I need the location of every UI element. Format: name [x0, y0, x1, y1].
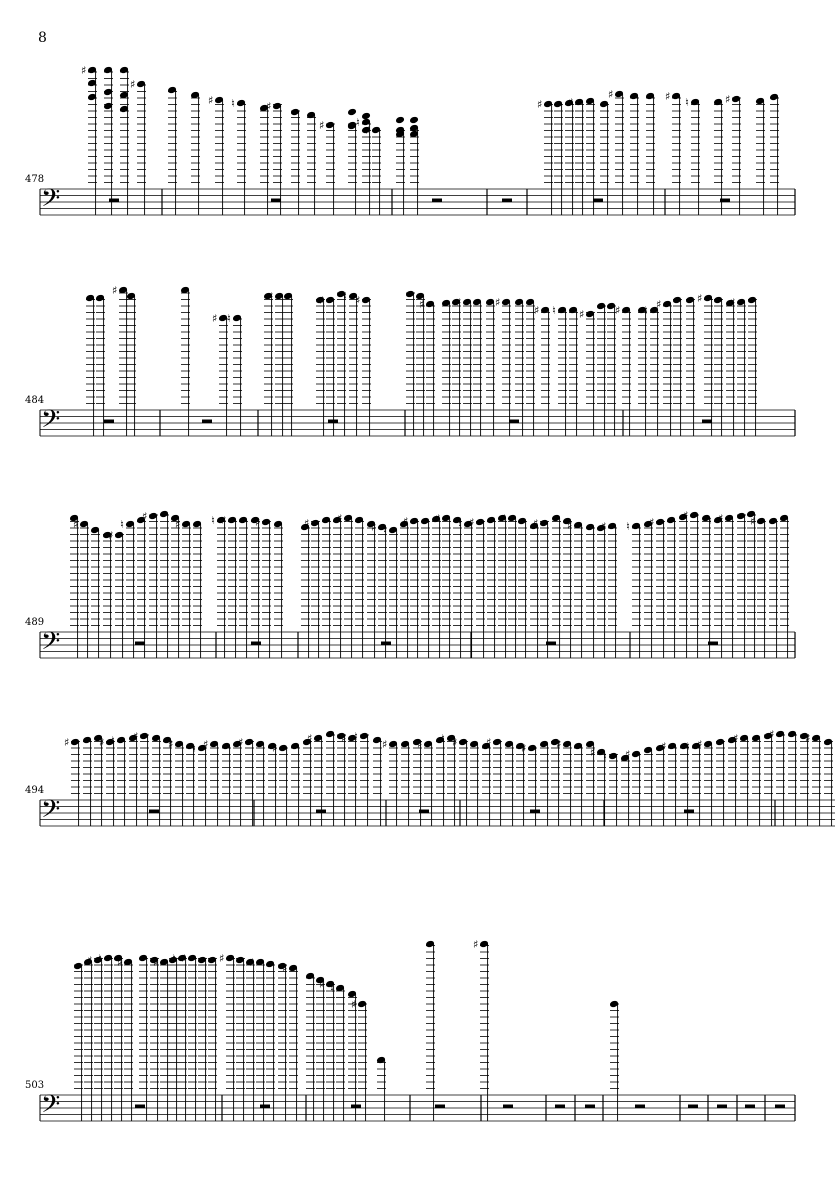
half-rest [530, 810, 540, 814]
half-rest [251, 642, 261, 646]
sharp-icon: ♯ [112, 284, 118, 297]
sharp-icon: ♯ [304, 517, 310, 530]
natural-icon: ♮ [354, 730, 358, 743]
sharp-icon: ♯ [615, 304, 621, 317]
sharp-icon: ♯ [625, 748, 631, 761]
half-rest [593, 199, 603, 203]
sharp-icon: ♯ [238, 736, 244, 749]
sharp-icon: ♯ [656, 298, 662, 311]
sharp-icon: ♯ [355, 294, 361, 307]
natural-icon: ♮ [708, 514, 712, 527]
half-rest [509, 420, 519, 424]
sharp-icon: ♯ [73, 518, 79, 531]
sharp-icon: ♯ [590, 746, 596, 759]
sharp-icon: ♯ [649, 516, 655, 529]
sharp-icon: ♯ [534, 304, 540, 317]
sharp-icon: ♯ [307, 732, 313, 745]
measure-number: 484 [25, 395, 45, 406]
page-number: 8 [38, 30, 47, 46]
natural-icon: ♮ [192, 742, 196, 755]
half-rest [717, 1105, 727, 1109]
sharp-icon: ♯ [473, 938, 479, 951]
half-rest [104, 420, 114, 424]
sharp-icon: ♯ [725, 93, 731, 106]
sharp-icon: ♯ [282, 962, 288, 975]
half-rest [502, 199, 512, 203]
sharp-icon: ♯ [730, 296, 736, 309]
sharp-icon: ♯ [99, 736, 105, 749]
natural-icon: ♮ [626, 520, 630, 533]
sharp-icon: ♯ [168, 738, 174, 751]
sharp-icon: ♯ [501, 512, 507, 525]
sharp-icon: ♯ [567, 519, 573, 532]
sharp-icon: ♯ [203, 738, 209, 751]
sharp-icon: ♯ [805, 732, 811, 745]
natural-icon: ♮ [441, 732, 445, 745]
natural-icon: ♮ [111, 734, 115, 747]
bass-clef: 𝄢 [41, 405, 61, 440]
sharp-icon: ♯ [579, 308, 585, 321]
sharp-icon: ♯ [266, 100, 272, 113]
half-rest [555, 1105, 565, 1109]
half-rest [135, 1105, 145, 1109]
bass-clef: 𝄢 [41, 795, 61, 830]
natural-icon: ♮ [603, 750, 607, 763]
measure-number: 503 [25, 1080, 45, 1091]
half-rest [328, 420, 338, 424]
half-rest [775, 1105, 785, 1109]
sharp-icon: ♯ [81, 64, 87, 77]
sharp-icon: ♯ [750, 515, 756, 528]
sharp-icon: ♯ [537, 98, 543, 111]
sharp-icon: ♯ [181, 952, 187, 965]
half-rest [745, 1105, 755, 1109]
sharp-icon: ♯ [133, 730, 139, 743]
bass-clef: 𝄢 [41, 627, 61, 662]
half-rest [202, 420, 212, 424]
sharp-icon: ♯ [697, 292, 703, 305]
sharp-icon: ♯ [556, 738, 562, 751]
sharp-icon: ♯ [371, 521, 377, 534]
sharp-icon: ♯ [64, 736, 70, 749]
half-rest [702, 420, 712, 424]
chord-note-head [409, 116, 419, 125]
half-rest [684, 810, 694, 814]
sharp-icon: ♯ [456, 296, 462, 309]
measure-number: 478 [25, 174, 45, 185]
half-rest [135, 642, 145, 646]
sharp-icon: ♯ [319, 294, 325, 307]
natural-icon: ♮ [685, 96, 689, 109]
half-rest [271, 199, 281, 203]
half-rest [109, 199, 119, 203]
chord-note-head [395, 116, 405, 125]
half-rest [316, 810, 326, 814]
sharp-icon: ♯ [733, 732, 739, 745]
sharp-icon: ♯ [533, 517, 539, 530]
sharp-icon: ♯ [268, 290, 274, 303]
sharp-icon: ♯ [130, 78, 136, 91]
half-rest [260, 1105, 270, 1109]
sharp-icon: ♯ [697, 738, 703, 751]
bass-clef: 𝄢 [41, 184, 61, 219]
sharp-icon: ♯ [683, 509, 689, 522]
sharp-icon: ♯ [319, 119, 325, 132]
half-rest [585, 1105, 595, 1109]
sharp-icon: ♯ [341, 732, 347, 745]
natural-icon: ♮ [172, 952, 176, 965]
sharp-icon: ♯ [117, 956, 123, 969]
natural-icon: ♮ [98, 952, 102, 965]
sharp-icon: ♯ [608, 88, 614, 101]
sharp-icon: ♯ [153, 956, 159, 969]
natural-icon: ♮ [330, 982, 334, 995]
sharp-icon: ♯ [486, 736, 492, 749]
natural-icon: ♮ [644, 304, 648, 317]
natural-icon: ♮ [552, 304, 556, 317]
sharp-icon: ♯ [382, 738, 388, 751]
natural-icon: ♮ [383, 524, 387, 537]
sharp-icon: ♯ [175, 518, 181, 531]
half-rest [435, 1105, 445, 1109]
sharp-icon: ♯ [108, 529, 114, 542]
sharp-icon: ♯ [249, 956, 255, 969]
sharp-icon: ♯ [568, 96, 574, 109]
sharp-icon: ♯ [495, 296, 501, 309]
sharp-icon: ♯ [255, 516, 261, 529]
measure-number: 489 [25, 617, 45, 628]
sharp-icon: ♯ [403, 515, 409, 528]
natural-icon: ♮ [120, 518, 124, 531]
sharp-icon: ♯ [469, 516, 475, 529]
natural-icon: ♮ [458, 518, 462, 531]
sharp-icon: ♯ [718, 512, 724, 525]
sharp-icon: ♯ [221, 514, 227, 527]
half-rest [688, 1105, 698, 1109]
half-rest [432, 199, 442, 203]
sharp-icon: ♯ [419, 298, 425, 311]
natural-icon: ♮ [227, 312, 231, 325]
sharp-icon: ♯ [417, 738, 423, 751]
sharp-icon: ♯ [521, 742, 527, 755]
sharp-icon: ♯ [452, 736, 458, 749]
sharp-icon: ♯ [435, 512, 441, 525]
natural-icon: ♮ [211, 514, 215, 527]
natural-icon: ♮ [231, 97, 235, 110]
natural-icon: ♮ [686, 740, 690, 753]
sharp-icon: ♯ [272, 742, 278, 755]
sharp-icon: ♯ [665, 90, 671, 103]
natural-icon: ♮ [356, 116, 360, 129]
measure-number: 494 [25, 785, 45, 796]
sharp-icon: ♯ [319, 978, 325, 991]
half-rest [503, 1105, 513, 1109]
bass-clef: 𝄢 [41, 1090, 61, 1125]
sharp-icon: ♯ [351, 998, 357, 1011]
sharp-icon: ♯ [142, 510, 148, 523]
sharp-icon: ♯ [769, 728, 775, 741]
sharp-icon: ♯ [208, 94, 214, 107]
half-rest [149, 810, 159, 814]
chord-note-head [361, 112, 371, 121]
sharp-icon: ♯ [219, 952, 225, 965]
sharp-icon: ♯ [601, 520, 607, 533]
half-rest [635, 1105, 645, 1109]
natural-icon: ♮ [343, 290, 347, 303]
sharp-icon: ♯ [337, 512, 343, 525]
chord-note-head [347, 108, 357, 117]
sharp-icon: ♯ [661, 740, 667, 753]
sharp-icon: ♯ [87, 954, 93, 967]
sharp-icon: ♯ [212, 312, 218, 325]
